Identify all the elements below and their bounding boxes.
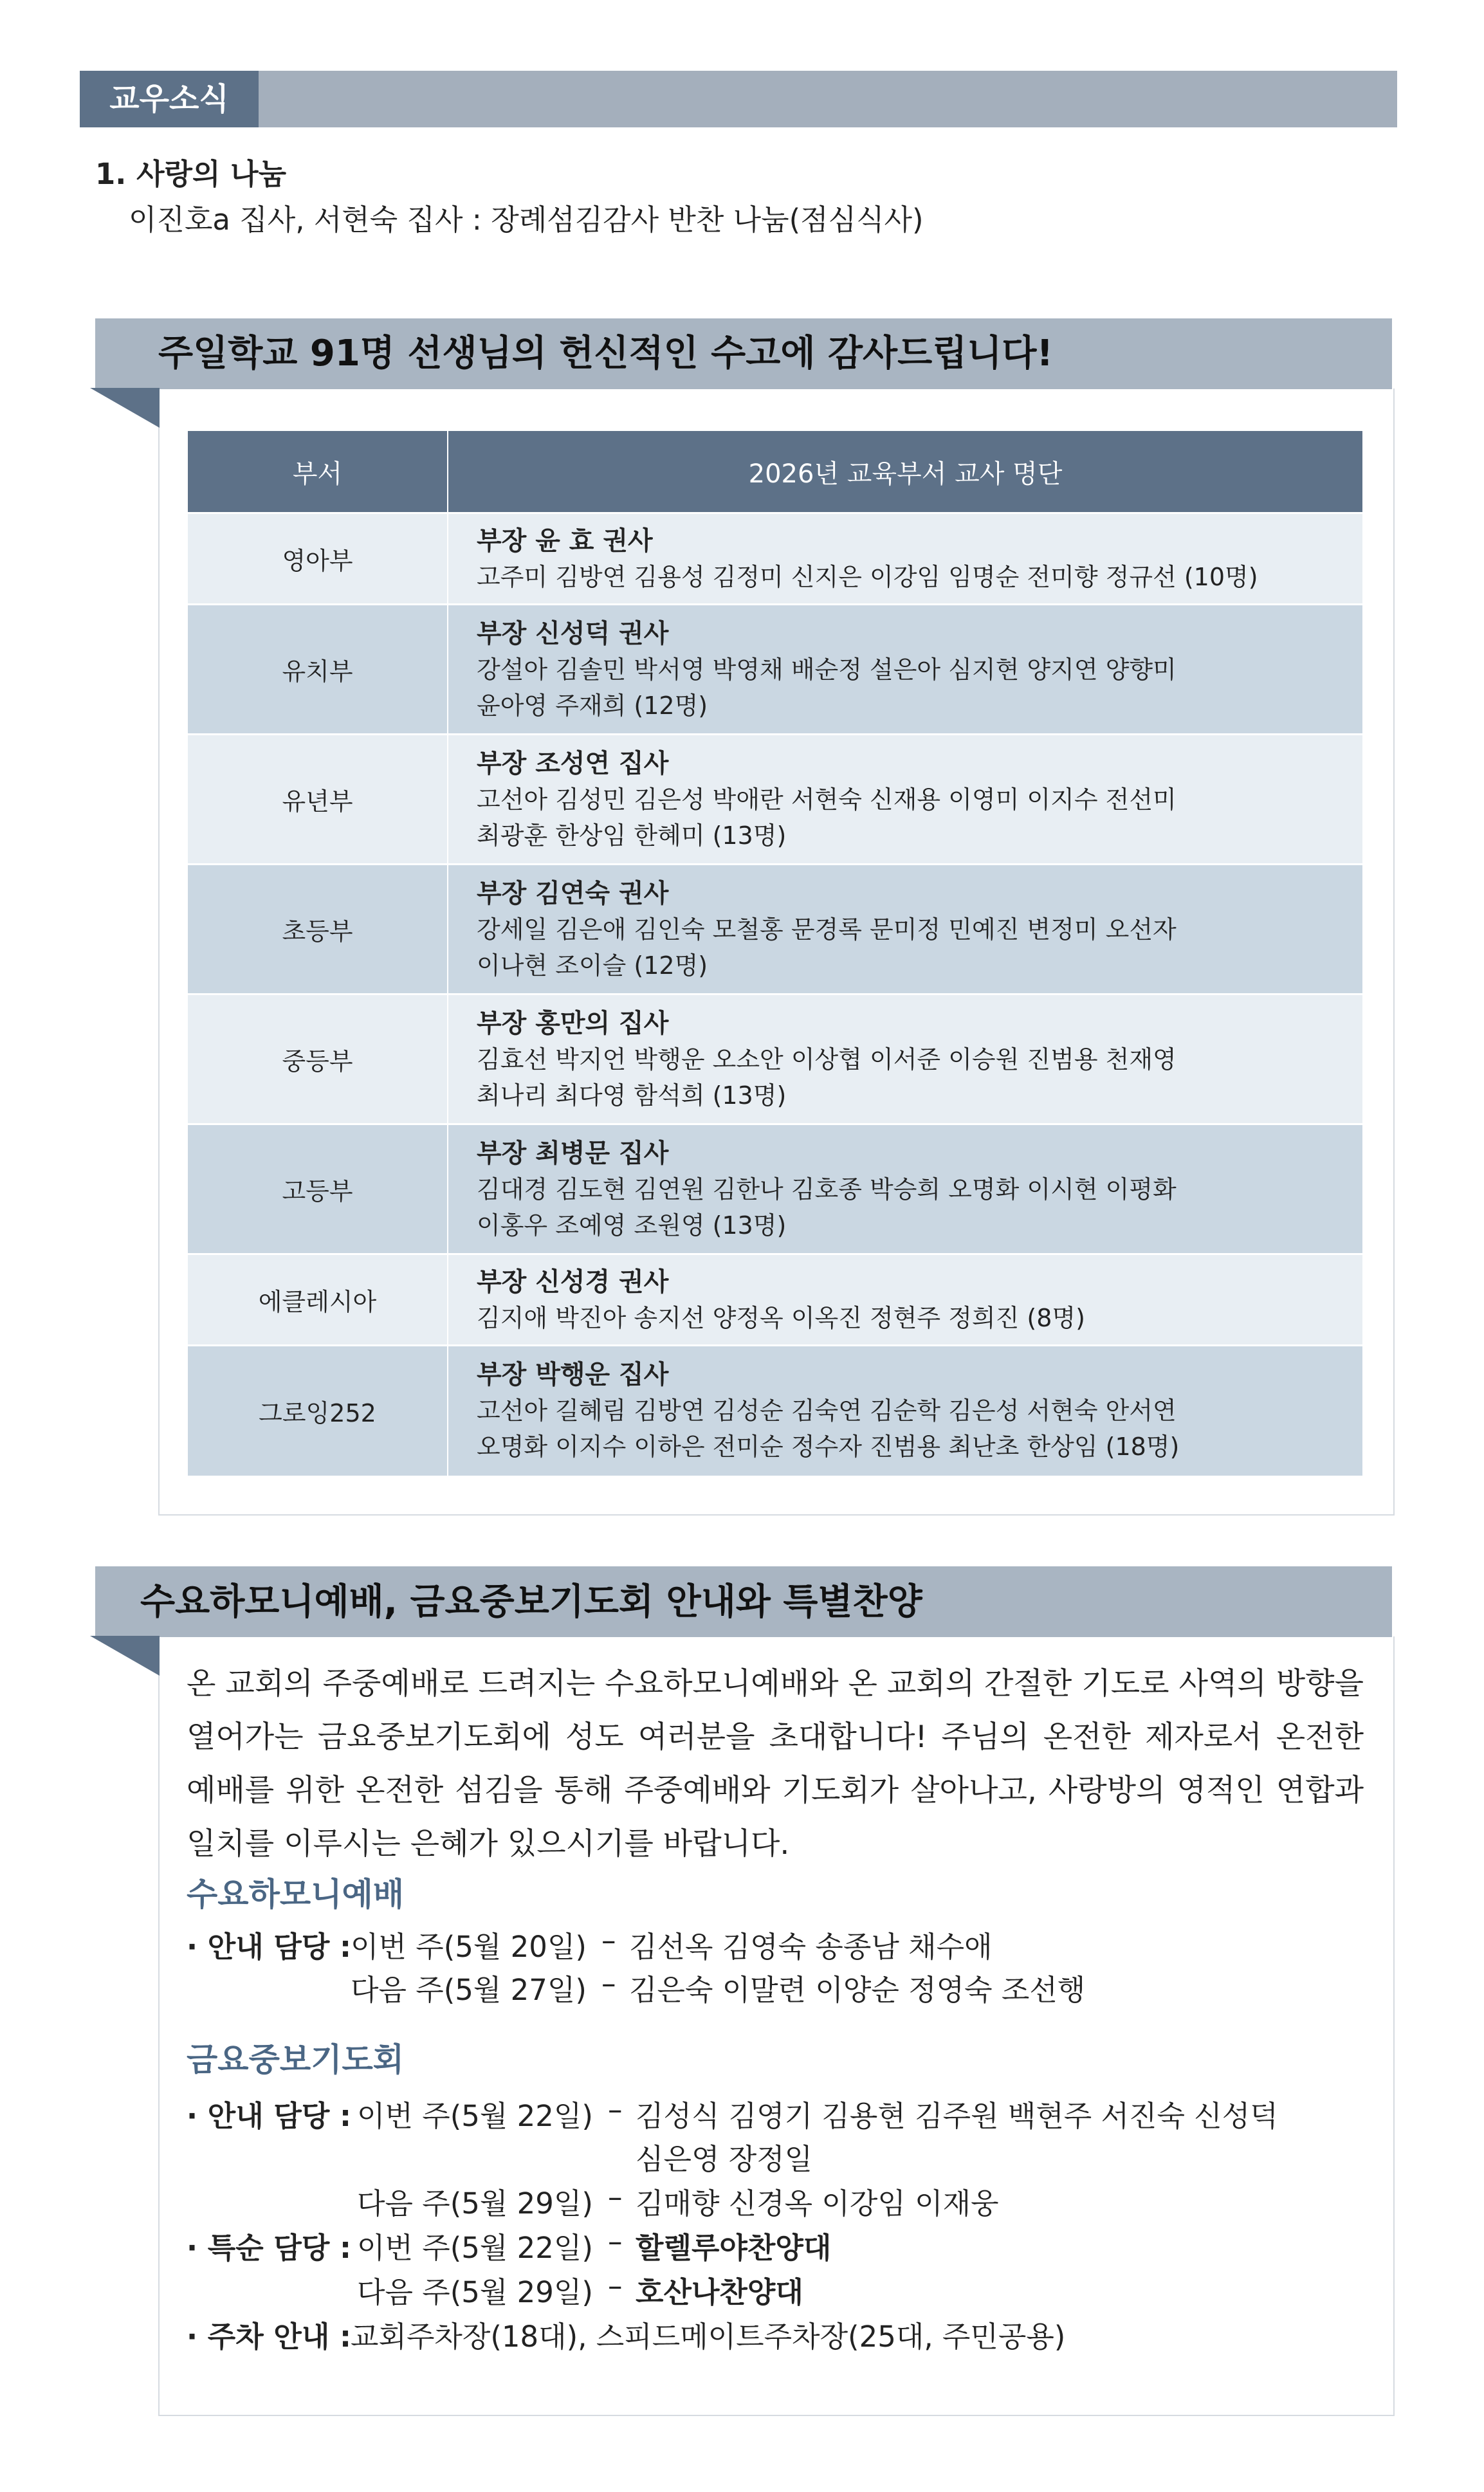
table-row	[188, 994, 1362, 1124]
choir-label: · 특순 담당 :	[187, 2231, 351, 2265]
news-item-text: 이진호a 집사, 서현숙 집사 : 장례섬김감사 반찬 나눔(점심식사)	[129, 203, 924, 237]
news-item-title: 1. 사랑의 나눔	[95, 157, 287, 191]
news-tag: 교우소식	[80, 71, 259, 127]
roster-cell	[448, 1346, 1362, 1476]
wed-this-week: 이번 주(5월 20일)	[351, 1930, 587, 1964]
fri-this-week-names-cont: 심은영 장정일	[636, 2142, 813, 2176]
teacher-names: 김대경 김도현 김연원 김한나 김호종 박승희 오명화 이시현 이평화	[477, 1175, 1177, 1204]
dept-head: 부장 홍만의 집사	[477, 1008, 669, 1038]
dept-head: 부장 김연숙 권사	[477, 878, 669, 908]
dash: –	[608, 2180, 623, 2214]
table-row	[188, 513, 1362, 605]
choir-this-week-name: 할렐루야찬양대	[636, 2231, 832, 2265]
dept-head: 부장 신성덕 권사	[477, 618, 669, 648]
dept-head: 부장 윤 효 권사	[477, 526, 653, 556]
dash: –	[608, 2224, 623, 2258]
teacher-names: 이홍우 조예영 조원영 (13명)	[477, 1211, 787, 1240]
dept-head: 부장 박행운 집사	[477, 1360, 669, 1390]
teacher-names: 이나현 조이슬 (12명)	[477, 951, 708, 980]
column-header-roster: 2026년 교육부서 교사 명단	[448, 431, 1362, 513]
table-row	[188, 1254, 1362, 1346]
dept-name: 에클레시아	[188, 1254, 448, 1346]
dept-name: 고등부	[188, 1124, 448, 1254]
worship-section-title: 수요하모니예배, 금요중보기도회 안내와 특별찬양	[140, 1581, 922, 1623]
table-row	[188, 1124, 1362, 1254]
roster-cell	[448, 513, 1362, 605]
dash: –	[608, 2093, 623, 2127]
roster-cell	[448, 735, 1362, 865]
dept-name: 유치부	[188, 605, 448, 735]
column-header-dept: 부서	[188, 431, 448, 513]
parking-text: 교회주차장(18대), 스피드메이트주차장(25대, 주민공용)	[351, 2320, 1066, 2354]
teacher-names: 고선아 길혜림 김방연 김성순 김숙연 김순학 김은성 서현숙 안서연	[477, 1397, 1177, 1425]
fri-next-week: 다음 주(5월 29일)	[357, 2186, 593, 2221]
teacher-names: 김지애 박진아 송지선 양정옥 이옥진 정현주 정희진 (8명)	[477, 1303, 1085, 1332]
wed-next-week: 다음 주(5월 27일)	[351, 1973, 587, 2007]
wednesday-heading: 수요하모니예배	[187, 1876, 405, 1913]
fri-this-week: 이번 주(5월 22일)	[357, 2099, 593, 2133]
teacher-roster-table	[188, 431, 1362, 1476]
dept-name: 중등부	[188, 994, 448, 1124]
teacher-names: 강설아 김솔민 박서영 박영채 배순정 설은아 심지현 양지연 양향미	[477, 655, 1177, 684]
teacher-names: 최나리 최다영 함석희 (13명)	[477, 1081, 787, 1110]
table-row	[188, 865, 1362, 994]
choir-this-week: 이번 주(5월 22일)	[357, 2231, 593, 2265]
table-row	[188, 605, 1362, 735]
teacher-names: 최광훈 한상임 한혜미 (13명)	[477, 821, 787, 850]
header-fold-decoration	[90, 1636, 160, 1676]
fri-usher-label: · 안내 담당 :	[187, 2099, 351, 2133]
teacher-names: 강세일 김은애 김인숙 모철홍 문경록 문미정 민예진 변정미 오선자	[477, 915, 1177, 944]
roster-cell	[448, 605, 1362, 735]
fri-this-week-names: 김성식 김영기 김용현 김주원 백현주 서진숙 신성덕	[636, 2099, 1278, 2133]
fri-next-week-names: 김매향 신경옥 이강임 이재웅	[636, 2186, 999, 2221]
worship-intro-paragraph: 온 교회의 주중예배로 드려지는 수요하모니예배와 온 교회의 간절한 기도로 사역의 방향을 열어가는 금요중보기도회에 성도 여러분을 초대합니다! 주님의 온전한 제자로서 온전한 예배를 위한 온전한 섬김을 통해 주중예배와 기도회가 살아나고, 사랑방의 영적인 연합과 일치를 이루시는 은혜가 있으시기를 바랍니다.	[187, 1666, 1364, 1862]
table-row	[188, 735, 1362, 865]
roster-cell	[448, 994, 1362, 1124]
dash: –	[601, 1923, 616, 1957]
wed-next-week-names: 김은숙 이말련 이양순 정영숙 조선행	[629, 1973, 1086, 2007]
dash: –	[601, 1966, 616, 2001]
teacher-names: 고선아 김성민 김은성 박애란 서현숙 신재용 이영미 이지수 전선미	[477, 785, 1177, 814]
dept-head: 부장 최병문 집사	[477, 1138, 669, 1168]
dash: –	[608, 2269, 623, 2303]
teacher-names: 오명화 이지수 이하은 전미순 정수자 진범용 최난초 한상임 (18명)	[477, 1433, 1180, 1461]
table-row	[188, 1346, 1362, 1476]
choir-next-week: 다음 주(5월 29일)	[357, 2275, 593, 2309]
teacher-names: 윤아영 주재희 (12명)	[477, 691, 708, 720]
roster-cell	[448, 1124, 1362, 1254]
roster-cell	[448, 865, 1362, 994]
roster-cell	[448, 1254, 1362, 1346]
wed-this-week-names: 김선옥 김영숙 송종남 채수애	[629, 1930, 993, 1964]
parking-label: · 주차 안내 :	[187, 2320, 351, 2354]
dept-name: 유년부	[188, 735, 448, 865]
header-fold-decoration	[90, 388, 160, 428]
teacher-names: 김효선 박지언 박행운 오소안 이상협 이서준 이승원 진범용 천재영	[477, 1045, 1177, 1074]
wed-usher-label: · 안내 담당 :	[187, 1930, 351, 1964]
friday-heading: 금요중보기도회	[187, 2041, 405, 2078]
dept-name: 그로잉252	[188, 1346, 448, 1476]
table-header-row	[188, 431, 1362, 513]
choir-next-week-name: 호산나찬양대	[636, 2275, 803, 2309]
dept-name: 영아부	[188, 513, 448, 605]
teachers-section-title: 주일학교 91명 선생님의 헌신적인 수고에 감사드립니다!	[158, 333, 1054, 374]
dept-name: 초등부	[188, 865, 448, 994]
dept-head: 부장 조성연 집사	[477, 748, 669, 778]
dept-head: 부장 신성경 권사	[477, 1267, 669, 1297]
teacher-names: 고주미 김방연 김용성 김정미 신지은 이강임 임명순 전미향 정규선 (10명)	[477, 562, 1258, 591]
news-header-bar	[80, 71, 1397, 127]
